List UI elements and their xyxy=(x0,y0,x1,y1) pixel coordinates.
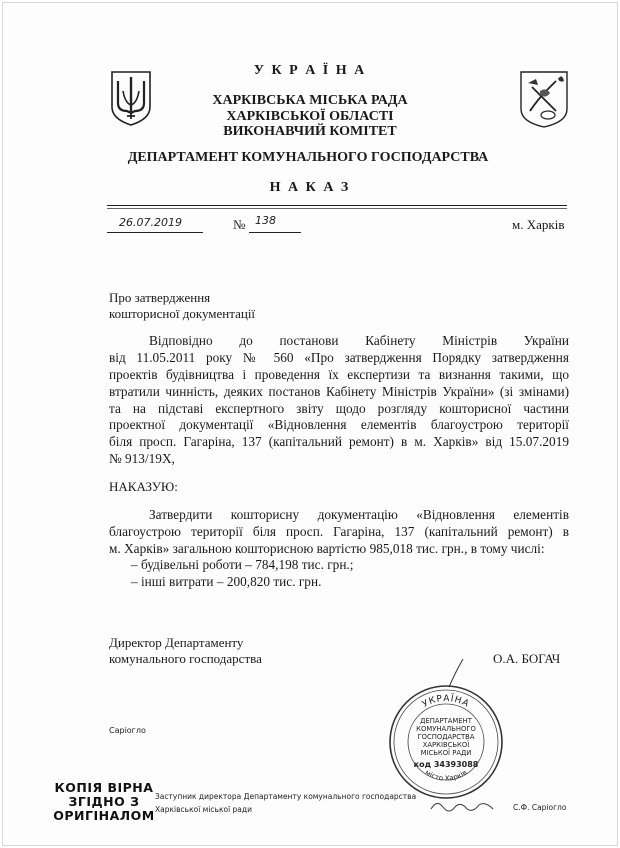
svg-text:УКРАЇНА: УКРАЇНА xyxy=(420,693,472,710)
department-heading: ДЕПАРТАМЕНТ КОМУНАЛЬНОГО ГОСПОДАРСТВА xyxy=(127,150,489,165)
p1-line-7: біля просп. Гагаріна, 137 (капітальний ремонт) в м. Харків» від 15.07.2019 xyxy=(109,434,569,449)
p2-line-1: Затвердити кошторисну документацію «Відновлення елементів xyxy=(149,507,569,522)
p1-line-5: та на підставі експертного звіту щодо розгляду кошторисної частини xyxy=(109,401,569,416)
header-rule-thin xyxy=(107,208,567,209)
svg-text:КОМУНАЛЬНОГО: КОМУНАЛЬНОГО xyxy=(416,725,476,733)
deputy-title-2: Харківської міської ради xyxy=(155,805,252,814)
svg-text:код 34393088: код 34393088 xyxy=(413,760,479,769)
order-word: НАКАЗУЮ: xyxy=(109,479,178,494)
svg-text:ХАРКІВСЬКОЇ: ХАРКІВСЬКОЇ xyxy=(422,741,470,749)
document-page xyxy=(2,2,618,846)
council-line-2: ХАРКІВСЬКОЇ ОБЛАСТІ xyxy=(226,109,394,124)
copy-stamp-line-3: ОРИГІНАЛОМ xyxy=(53,808,155,823)
header-rule xyxy=(107,205,567,206)
number-prefix: № xyxy=(233,217,246,232)
official-seal xyxy=(387,683,505,801)
kharkiv-coat-of-arms-icon xyxy=(518,69,570,129)
document-type-heading: Н А К А З xyxy=(269,180,351,195)
order-number: 138 xyxy=(255,214,276,227)
trident-emblem-icon xyxy=(109,69,153,127)
p1-line-4: втратили чинність, деяких постанов Кабінету Міністрів України» (зі змінами) xyxy=(109,384,569,399)
p1-line-2: від 11.05.2011 року № 560 «Про затвердження Порядку затвердження xyxy=(109,350,569,365)
svg-text:місто Харків: місто Харків xyxy=(423,768,469,783)
svg-text:ДЕПАРТАМЕНТ: ДЕПАРТАМЕНТ xyxy=(420,717,472,725)
signatory-name: О.А. БОГАЧ xyxy=(493,651,561,666)
number-underline xyxy=(249,232,301,233)
p1-line-3: проектів будівництва і проведення їх експертизи та визнання такими, що xyxy=(109,367,569,382)
p2-line-3: м. Харків» загальною кошторисною вартістю 985,018 тис. грн., в тому числі: xyxy=(109,541,545,556)
list-item: – будівельні роботи – 784,198 тис. грн.; xyxy=(131,557,354,572)
city: м. Харків xyxy=(512,217,565,232)
svg-text:МІСЬКОЇ РАДИ: МІСЬКОЇ РАДИ xyxy=(420,749,472,757)
p2-line-2: благоустрою території біля просп. Гагаріна, 137 (капітальний ремонт) в xyxy=(109,524,569,539)
deputy-title-1: Заступник директора Департаменту комунального господарства xyxy=(155,792,417,801)
list-item: – інші витрати – 200,820 тис. грн. xyxy=(131,574,322,589)
p1-line-6: проектної документації «Відновлення елементів благоустрою території xyxy=(109,417,569,432)
order-date: 26.07.2019 xyxy=(119,216,182,229)
copy-stamp-line-1: КОПІЯ ВІРНА xyxy=(54,780,154,795)
signatory-title-2: комунального господарства xyxy=(109,651,262,666)
country-heading: У К Р А Ї Н А xyxy=(253,63,367,78)
p1-line-1: Відповідно до постанови Кабінету Міністрів України xyxy=(149,333,569,348)
subject-line-1: Про затвердження xyxy=(109,290,211,305)
signatory-title-1: Директор Департаменту xyxy=(109,635,244,650)
council-line-3: ВИКОНАВЧИЙ КОМІТЕТ xyxy=(223,124,397,139)
copy-stamp-line-2: ЗГІДНО З xyxy=(68,794,140,809)
deputy-signature-mark xyxy=(427,795,499,817)
deputy-name: С.Ф. Саріогло xyxy=(513,803,567,812)
svg-text:ГОСПОДАРСТВА: ГОСПОДАРСТВА xyxy=(417,733,475,741)
date-underline xyxy=(107,232,203,233)
subject-line-2: кошторисної документації xyxy=(109,306,256,321)
p1-line-8: № 913/19Х, xyxy=(109,451,175,466)
copy-stamp xyxy=(49,781,159,823)
council-line-1: ХАРКІВСЬКА МІСЬКА РАДА xyxy=(212,93,408,108)
executor-name: Саріогло xyxy=(109,726,146,735)
